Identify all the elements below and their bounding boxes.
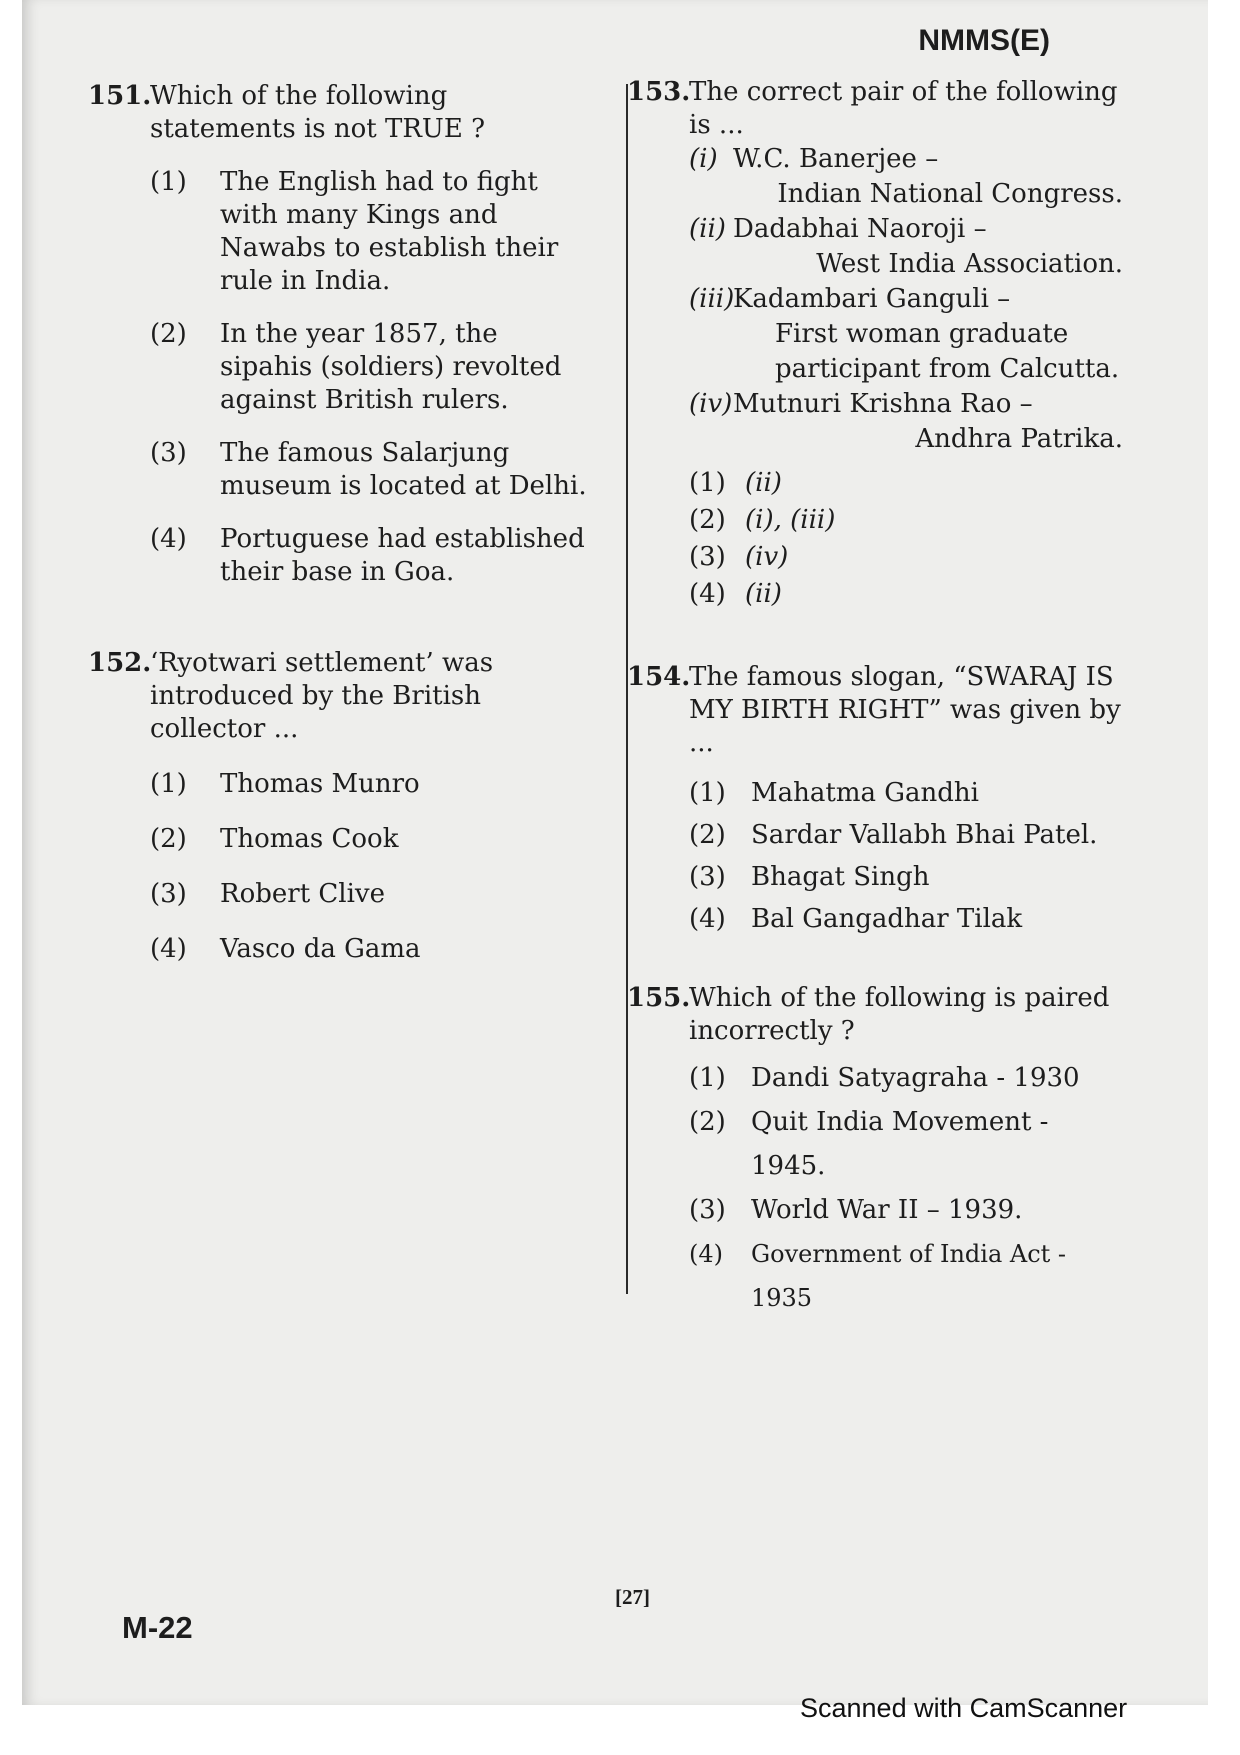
option-3: (3) (iv) xyxy=(689,542,789,572)
scanner-watermark: Scanned with CamScanner xyxy=(800,1693,1128,1723)
question-number: 152. xyxy=(88,648,152,678)
option-2: (2) Quit India Movement - 1945. xyxy=(689,1107,1049,1181)
option-2: (2) In the year 1857, the sipahis (soldiers) revolted against British rulers. xyxy=(150,319,562,415)
option-4: (4) Bal Gangadhar Tilak xyxy=(689,904,1023,934)
question-155 xyxy=(627,982,1127,1048)
booklet-code: M-22 xyxy=(122,1610,193,1645)
question-text: The famous slogan, “SWARAJ IS MY BIRTH RIGHT” was given by ... xyxy=(689,662,1121,758)
question-154 xyxy=(627,661,1127,760)
left-column xyxy=(88,80,596,966)
option-1: (1) Dandi Satyagraha - 1930 xyxy=(689,1063,1080,1093)
question-153 xyxy=(627,76,1127,142)
option-4: (4) Portuguese had established their base in Goa. xyxy=(150,524,585,587)
option-1: (1) (ii) xyxy=(689,468,782,498)
option-2: (2) (i), (iii) xyxy=(689,505,836,535)
question-number: 155. xyxy=(627,983,691,1013)
option-3: (3) Robert Clive xyxy=(150,879,386,909)
question-number: 151. xyxy=(88,81,152,111)
question-text: Which of the following statements is not TRUE ? xyxy=(150,81,486,144)
pair-i: (i) W.C. Banerjee – Indian National Congress. xyxy=(689,144,1123,209)
option-1: (1) Thomas Munro xyxy=(150,769,420,799)
pair-iii: (iii) Kadambari Ganguli – First woman graduate participant from Calcutta. xyxy=(689,284,1120,384)
option-2: (2) Sardar Vallabh Bhai Patel. xyxy=(689,820,1098,850)
option-3: (3) Bhagat Singh xyxy=(689,862,930,892)
option-4: (4) (ii) xyxy=(689,579,782,609)
option-3: (3) The famous Salarjung museum is located at Delhi. xyxy=(150,438,587,501)
option-2: (2) Thomas Cook xyxy=(150,824,399,854)
exam-page xyxy=(22,0,1208,1705)
option-4: (4) Vasco da Gama xyxy=(150,934,421,964)
question-text: ‘Ryotwari settlement’ was introduced by the British collector ... xyxy=(150,648,494,744)
page-number: [27] xyxy=(615,1585,650,1609)
question-151 xyxy=(88,80,596,146)
option-1: (1) Mahatma Gandhi xyxy=(689,778,979,808)
question-text: The correct pair of the following is ... xyxy=(689,77,1118,140)
question-number: 154. xyxy=(627,662,691,692)
question-152 xyxy=(88,647,596,746)
option-4: (4) Government of India Act - 1935 xyxy=(689,1240,1067,1312)
question-text: Which of the following is paired incorrectly ? xyxy=(689,983,1110,1046)
right-column xyxy=(627,76,1127,1320)
pair-iv: (iv) Mutnuri Krishna Rao – Andhra Patrika. xyxy=(689,389,1123,454)
option-1: (1) The English had to fight with many Kings and Nawabs to establish their rule in India. xyxy=(150,167,559,296)
paper-code-header: NMMS(E) xyxy=(918,24,1050,57)
question-number: 153. xyxy=(627,77,691,107)
pair-ii: (ii) Dadabhai Naoroji – West India Association. xyxy=(689,214,1123,279)
option-3: (3) World War II – 1939. xyxy=(689,1195,1023,1225)
